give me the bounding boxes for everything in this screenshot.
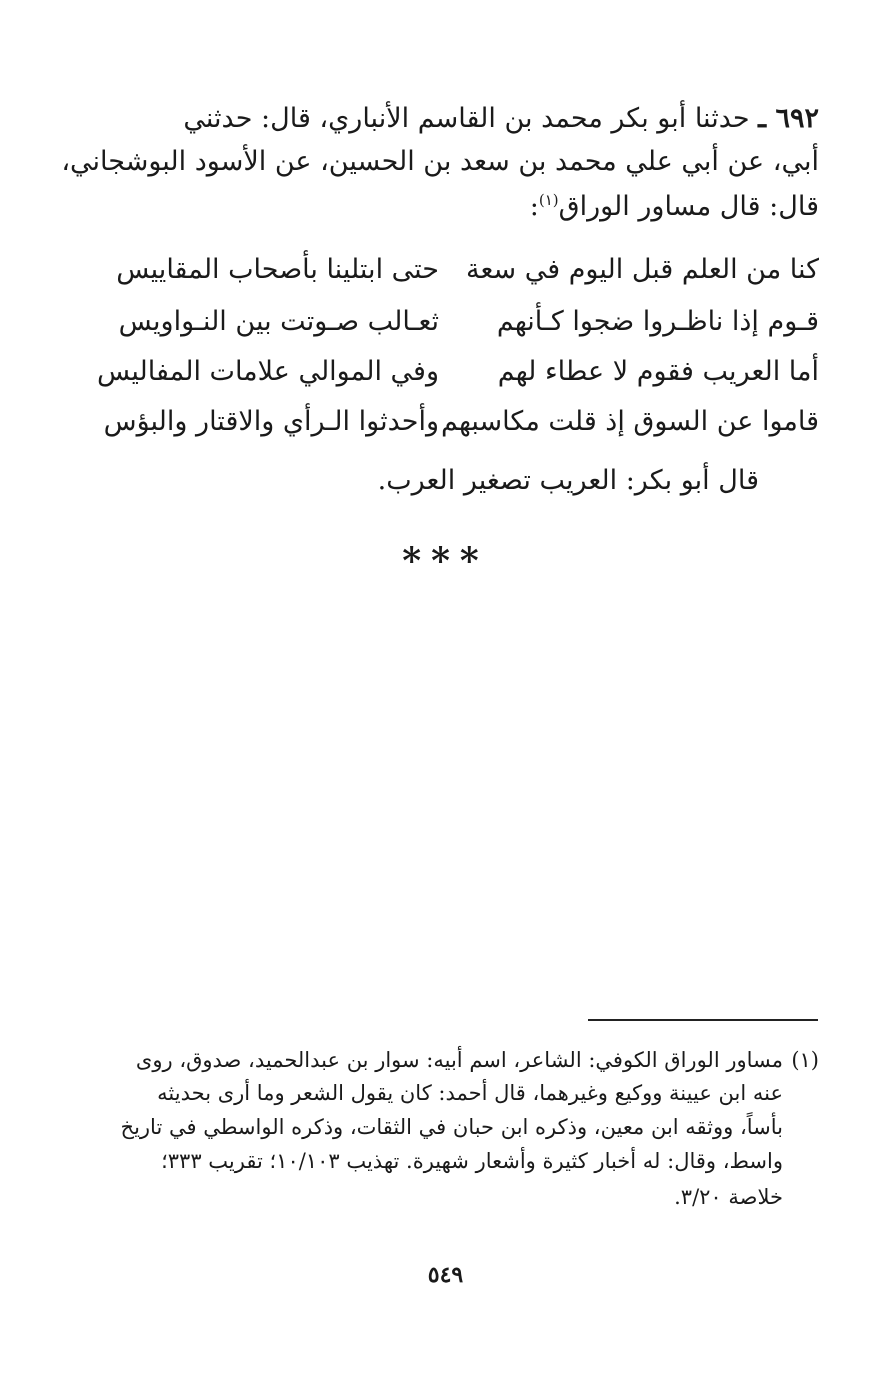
narration-number: ٦٩٢ ـ: [758, 103, 819, 134]
verse-3-first-hemistich: أما العريب فقوم لا عطاء لهم: [497, 356, 819, 387]
paragraph-line-3-colon: :: [529, 191, 539, 222]
closing-note: قال أبو بكر: العريب تصغير العرب.: [377, 465, 759, 496]
footnote-marker[interactable]: (١): [538, 191, 559, 209]
section-separator: ***: [402, 540, 489, 582]
footnote-line-1: مساور الوراق الكوفي: الشاعر، اسم أبيه: سوار بن عبدالحميد، صدوق، روى: [135, 1048, 783, 1072]
paragraph-line-3-text: قال: قال مساور الوراق: [558, 191, 819, 222]
verse-1-first-hemistich: كنا من العلم قبل اليوم في سعة: [466, 254, 819, 285]
verse-4-first-hemistich: قاموا عن السوق إذ قلت مكاسبهم: [441, 406, 819, 437]
paragraph-line-1-text: حدثنا أبو بكر محمد بن القاسم الأنباري، قال: حدثني: [183, 103, 759, 134]
verse-2-second-hemistich: ثعـالب صـوتت بين النـواويس: [118, 306, 439, 337]
footnote-line-3: بأساً، ووثقه ابن معين، وذكره ابن حبان في الثقات، وذكره الواسطي في تاريخ: [120, 1115, 783, 1139]
paragraph-line-3: [530, 190, 819, 224]
page-number: ٥٤٩: [427, 1262, 464, 1288]
paragraph-line-2: أبي، عن أبي علي محمد بن سعد بن الحسين، عن الأسود البوشجاني،: [61, 146, 819, 177]
verse-1-second-hemistich: حتى ابتلينا بأصحاب المقاييس: [116, 254, 439, 285]
footnote-divider: [588, 1019, 818, 1021]
verse-4-second-hemistich: وأحدثوا الـرأي والاقتار والبؤس: [103, 406, 439, 437]
verse-2-first-hemistich: قـوم إذا ناظـروا ضجوا كـأنهم: [496, 306, 819, 337]
footnote-line-4: واسط، وقال: له أخبار كثيرة وأشعار شهيرة. تهذيب ١٠/١٠٣؛ تقريب ٣٣٣؛: [161, 1149, 783, 1173]
paragraph-line-1: [119, 102, 819, 136]
footnote-line-5: خلاصة ٣/٢٠.: [674, 1185, 783, 1209]
footnote-line-2: عنه ابن عيينة ووكيع وغيرهما، قال أحمد: كان يقول الشعر وما أرى بحديثه: [157, 1081, 783, 1105]
footnote-number: (١): [791, 1048, 819, 1072]
verse-3-second-hemistich: وفي الموالي علامات المفاليس: [96, 356, 439, 387]
